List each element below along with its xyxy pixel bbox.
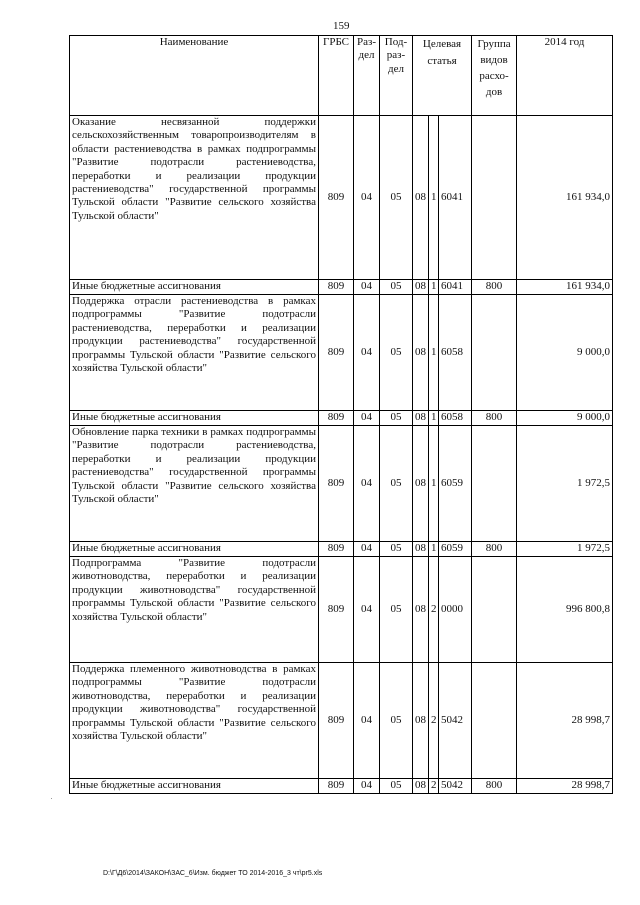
row-tselevaya-statya-subprogram: 1 bbox=[429, 542, 439, 557]
row-name: Иные бюджетные ассигнования bbox=[70, 280, 319, 295]
row-tselevaya-statya-code: 6058 bbox=[439, 411, 472, 426]
row-tselevaya-statya-code: 6059 bbox=[439, 426, 472, 542]
row-podrazdel: 05 bbox=[380, 557, 413, 663]
row-razdel: 04 bbox=[354, 557, 380, 663]
table-row bbox=[70, 426, 613, 542]
table-row bbox=[70, 779, 613, 794]
row-name: Иные бюджетные ассигнования bbox=[70, 779, 319, 794]
header-year: 2014 год bbox=[517, 36, 613, 116]
table-row bbox=[70, 542, 613, 557]
row-tselevaya-statya-program: 08 bbox=[413, 280, 429, 295]
row-grbs: 809 bbox=[319, 426, 354, 542]
row-razdel: 04 bbox=[354, 779, 380, 794]
row-podrazdel: 05 bbox=[380, 116, 413, 280]
row-gruppa-vidov-raskhodov: 800 bbox=[472, 542, 517, 557]
row-amount-2014: 28 998,7 bbox=[517, 779, 613, 794]
row-gruppa-vidov-raskhodov bbox=[472, 557, 517, 663]
row-amount-2014: 996 800,8 bbox=[517, 557, 613, 663]
table-row bbox=[70, 280, 613, 295]
row-grbs: 809 bbox=[319, 663, 354, 779]
table-row bbox=[70, 663, 613, 779]
table-body bbox=[70, 116, 613, 794]
row-amount-2014: 1 972,5 bbox=[517, 542, 613, 557]
row-grbs: 809 bbox=[319, 295, 354, 411]
row-tselevaya-statya-subprogram: 1 bbox=[429, 411, 439, 426]
row-tselevaya-statya-code: 5042 bbox=[439, 779, 472, 794]
row-tselevaya-statya-subprogram: 1 bbox=[429, 280, 439, 295]
row-gruppa-vidov-raskhodov: 800 bbox=[472, 280, 517, 295]
row-razdel: 04 bbox=[354, 280, 380, 295]
row-tselevaya-statya-subprogram: 2 bbox=[429, 663, 439, 779]
table-row bbox=[70, 557, 613, 663]
header-tselevaya-statya: Целевая статья bbox=[413, 36, 472, 116]
row-razdel: 04 bbox=[354, 116, 380, 280]
row-grbs: 809 bbox=[319, 779, 354, 794]
row-tselevaya-statya-program: 08 bbox=[413, 116, 429, 280]
row-tselevaya-statya-program: 08 bbox=[413, 663, 429, 779]
row-gruppa-vidov-raskhodov bbox=[472, 426, 517, 542]
row-podrazdel: 05 bbox=[380, 663, 413, 779]
row-gruppa-vidov-raskhodov bbox=[472, 116, 517, 280]
row-gruppa-vidov-raskhodov bbox=[472, 295, 517, 411]
table-row bbox=[70, 116, 613, 280]
row-amount-2014: 161 934,0 bbox=[517, 116, 613, 280]
row-podrazdel: 05 bbox=[380, 280, 413, 295]
row-name: Иные бюджетные ассигнования bbox=[70, 542, 319, 557]
row-grbs: 809 bbox=[319, 116, 354, 280]
row-tselevaya-statya-program: 08 bbox=[413, 295, 429, 411]
row-podrazdel: 05 bbox=[380, 542, 413, 557]
header-grbs: ГРБС bbox=[319, 36, 354, 116]
row-name: Обновление парка техники в рамках подпрограммы "Развитие подотрасли растениеводства, переработки и реализации продукции растениеводства" государственной программы Тульской области "Развитие сельского хозяйства Тульской области" bbox=[70, 426, 319, 542]
row-name: Подпрограмма "Развитие подотрасли животноводства, переработки и реализации продукции животноводства" государственной программы Тульской области "Развитие сельского хозяйства Тульской области" bbox=[70, 557, 319, 663]
row-grbs: 809 bbox=[319, 557, 354, 663]
row-tselevaya-statya-program: 08 bbox=[413, 411, 429, 426]
row-tselevaya-statya-code: 6041 bbox=[439, 116, 472, 280]
row-gruppa-vidov-raskhodov: 800 bbox=[472, 779, 517, 794]
row-amount-2014: 9 000,0 bbox=[517, 295, 613, 411]
table-header-row bbox=[70, 36, 613, 116]
row-tselevaya-statya-subprogram: 2 bbox=[429, 557, 439, 663]
row-name: Иные бюджетные ассигнования bbox=[70, 411, 319, 426]
header-podrazdel: Под- раз- дел bbox=[380, 36, 413, 116]
row-grbs: 809 bbox=[319, 542, 354, 557]
row-tselevaya-statya-program: 08 bbox=[413, 426, 429, 542]
header-name: Наименование bbox=[70, 36, 319, 116]
scan-speck bbox=[51, 798, 52, 799]
table-row bbox=[70, 295, 613, 411]
row-amount-2014: 9 000,0 bbox=[517, 411, 613, 426]
row-tselevaya-statya-program: 08 bbox=[413, 779, 429, 794]
row-podrazdel: 05 bbox=[380, 411, 413, 426]
row-podrazdel: 05 bbox=[380, 779, 413, 794]
row-name: Поддержка племенного животноводства в рамках подпрограммы "Развитие подотрасли животноводства, переработки и реализации продукции животноводства" государственной программы Тульской области "Развитие сельского хозяйства Тульской области" bbox=[70, 663, 319, 779]
row-tselevaya-statya-subprogram: 1 bbox=[429, 426, 439, 542]
row-tselevaya-statya-program: 08 bbox=[413, 557, 429, 663]
row-amount-2014: 28 998,7 bbox=[517, 663, 613, 779]
row-tselevaya-statya-subprogram: 1 bbox=[429, 116, 439, 280]
row-tselevaya-statya-code: 0000 bbox=[439, 557, 472, 663]
row-razdel: 04 bbox=[354, 542, 380, 557]
row-razdel: 04 bbox=[354, 663, 380, 779]
row-grbs: 809 bbox=[319, 280, 354, 295]
row-tselevaya-statya-code: 5042 bbox=[439, 663, 472, 779]
row-grbs: 809 bbox=[319, 411, 354, 426]
header-gruppa-vidov-raskhodov: Группа видов расхо- дов bbox=[472, 36, 517, 116]
file-path-footer: D:\Г\Д6\2014\ЗАКОН\ЗАС_6\Изм. бюджет ТО 2014-2016_3 чт\pr5.xls bbox=[103, 870, 323, 877]
row-tselevaya-statya-subprogram: 2 bbox=[429, 779, 439, 794]
row-razdel: 04 bbox=[354, 295, 380, 411]
row-razdel: 04 bbox=[354, 426, 380, 542]
header-razdel: Раз- дел bbox=[354, 36, 380, 116]
row-tselevaya-statya-code: 6058 bbox=[439, 295, 472, 411]
row-tselevaya-statya-program: 08 bbox=[413, 542, 429, 557]
row-name: Оказание несвязанной поддержки сельскохозяйственным товаропроизводителям в области растениеводства в рамках подпрограммы "Развитие подотрасли растениеводства, переработки и реализации продукции растениеводства" государственной программы Тульской области "Развитие сельского хозяйства Тульской области" bbox=[70, 116, 319, 280]
page-number: 159 bbox=[333, 20, 350, 32]
row-podrazdel: 05 bbox=[380, 426, 413, 542]
row-podrazdel: 05 bbox=[380, 295, 413, 411]
row-gruppa-vidov-raskhodov: 800 bbox=[472, 411, 517, 426]
table-row bbox=[70, 411, 613, 426]
row-amount-2014: 161 934,0 bbox=[517, 280, 613, 295]
row-razdel: 04 bbox=[354, 411, 380, 426]
row-gruppa-vidov-raskhodov bbox=[472, 663, 517, 779]
row-tselevaya-statya-subprogram: 1 bbox=[429, 295, 439, 411]
row-amount-2014: 1 972,5 bbox=[517, 426, 613, 542]
row-name: Поддержка отрасли растениеводства в рамках подпрограммы "Развитие подотрасли растениеводства, переработки и реализации продукции растениеводства" государственной программы Тульской области "Развитие сельского хозяйства Тульской области" bbox=[70, 295, 319, 411]
budget-table bbox=[69, 35, 613, 794]
row-tselevaya-statya-code: 6041 bbox=[439, 280, 472, 295]
row-tselevaya-statya-code: 6059 bbox=[439, 542, 472, 557]
